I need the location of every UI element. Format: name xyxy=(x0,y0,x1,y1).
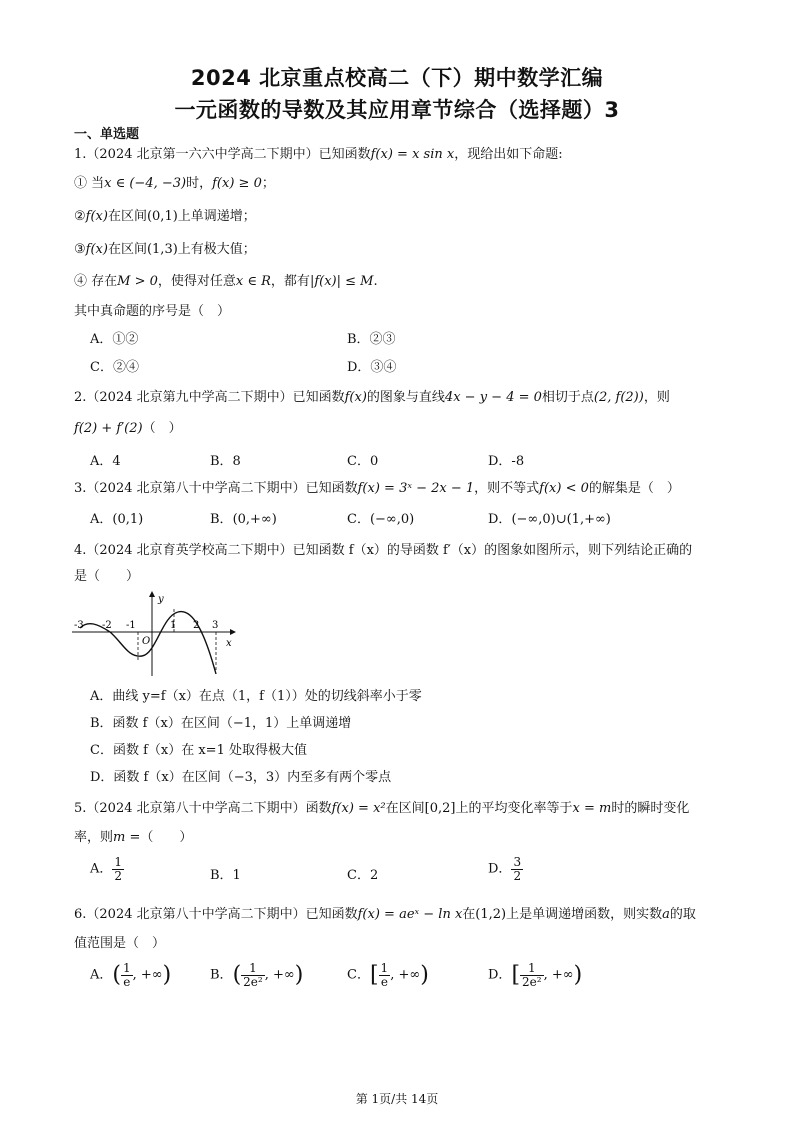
q1-p3-c: (1,3) xyxy=(146,242,178,257)
tick-label-pos3: 3 xyxy=(212,620,219,631)
fraction-numerator: 1 xyxy=(520,962,544,976)
q6-option-a-fraction xyxy=(121,962,133,988)
q2-stem-c: 的图象与直线 xyxy=(366,390,445,405)
q5-stem-f: x = m xyxy=(572,801,612,816)
q6-option-a[interactable] xyxy=(90,962,171,988)
q3-option-d[interactable] xyxy=(488,508,611,527)
q6-option-c[interactable] xyxy=(347,962,429,988)
q2-stem-f: (2, f(2)) xyxy=(593,390,644,405)
bracket-close: ) xyxy=(420,962,429,988)
interval-rest: , +∞ xyxy=(264,967,295,983)
q2-expr: f(2) + f′(2) xyxy=(74,421,143,436)
y-label: y xyxy=(158,594,164,605)
q5-stem-g: 时的瞬时变化 xyxy=(611,801,690,816)
q3-stem-e: 的解集是（ ） xyxy=(588,481,680,496)
fraction-numerator: 1 xyxy=(380,961,389,975)
q3-option-b-value: (0,+∞) xyxy=(232,512,277,527)
q6-option-c-label: C． xyxy=(347,967,370,983)
q5-stem-c: 在区间 xyxy=(385,801,425,816)
q2-stem-b: f(x) xyxy=(344,390,367,405)
bracket-close: ) xyxy=(294,962,304,988)
bracket-open: [ xyxy=(511,962,521,988)
fraction-denominator: 2e² xyxy=(522,974,542,989)
q1-p2-c: (0,1) xyxy=(146,209,178,224)
q3-option-a-value: (0,1) xyxy=(112,512,144,527)
q1-option-d[interactable]: D．③④ xyxy=(347,360,397,375)
q2-option-d[interactable]: D．-8 xyxy=(488,454,525,469)
section-heading: 一、单选题 xyxy=(74,127,140,142)
tick-label-pos2: 2 xyxy=(193,620,200,631)
q6-stem-a: 6.（2024 北京第八十中学高二下期中）已知函数 xyxy=(74,907,358,922)
q2-stem xyxy=(74,386,670,405)
q3-stem-c: ，则不等式 xyxy=(474,481,540,496)
q1-option-c[interactable]: C．②④ xyxy=(90,360,139,375)
q6-option-d-fraction xyxy=(520,962,544,988)
q1-p2-d: 上单调递增； xyxy=(177,209,256,224)
q5-stem-e: 上的平均变化率等于 xyxy=(455,801,573,816)
q4-option-c[interactable]: C．函数 f（x）在 x=1 处取得极大值 xyxy=(90,743,307,758)
q5-stem-line2-a: 率，则 xyxy=(74,830,114,845)
q3-option-a[interactable] xyxy=(90,508,143,527)
interval-rest: , +∞ xyxy=(390,967,421,983)
q4-option-a[interactable]: A．曲线 y=f（x）在点（1，f（1））处的切线斜率小于零 xyxy=(90,689,422,704)
q1-p1-e: ； xyxy=(261,176,275,191)
q2-option-c[interactable]: C．0 xyxy=(347,454,379,469)
q3-option-b-label: B． xyxy=(210,512,233,527)
interval-rest: , +∞ xyxy=(132,967,163,983)
tick-label-neg1: -1 xyxy=(126,620,136,631)
q2-option-b[interactable]: B．8 xyxy=(210,454,241,469)
fraction-numerator: 1 xyxy=(122,961,131,975)
fraction-numerator: 1 xyxy=(241,962,265,976)
q1-p4-a: ④ 存在 xyxy=(74,274,118,289)
q3-stem-b: f(x) = 3ˣ − 2x − 1 xyxy=(357,481,475,496)
q3-stem xyxy=(74,477,680,496)
fraction-numerator: 3 xyxy=(513,855,522,869)
q2-paren: （ ） xyxy=(142,421,182,436)
q1-p2-a: f(x) xyxy=(85,209,108,224)
bracket-close: ) xyxy=(162,962,172,988)
q1-p1-c: 时， xyxy=(186,176,213,191)
q3-stem-a: 3.（2024 北京第八十中学高二下期中）已知函数 xyxy=(74,481,358,496)
q5-option-d-label: D． xyxy=(488,861,512,877)
bracket-close: ) xyxy=(573,962,583,988)
q5-stem-a: 5.（2024 北京第八十中学高二下期中）函数 xyxy=(74,801,332,816)
q3-option-c-label: C． xyxy=(347,512,370,527)
q1-p1-b: x ∈ (−4, −3) xyxy=(104,176,187,191)
q3-stem-d: f(x) < 0 xyxy=(539,481,589,496)
q6-stem-d: (1,2) xyxy=(475,907,507,922)
q1-func: f(x) = x sin x xyxy=(370,147,455,162)
q5-option-d[interactable] xyxy=(488,856,523,882)
q1-p2-b: 在区间 xyxy=(107,209,147,224)
q2-stem-e: 相切于点 xyxy=(541,390,594,405)
q1-stem xyxy=(74,143,563,162)
q1-p1-d: f(x) ≥ 0 xyxy=(212,176,262,191)
q5-stem-d: [0,2] xyxy=(424,801,456,816)
q5-option-a-fraction xyxy=(112,856,124,882)
q1-prop-2 xyxy=(74,205,256,224)
q1-p3-n: ③ xyxy=(74,242,86,257)
q2-stem-d: 4x − y − 4 = 0 xyxy=(444,390,542,405)
y-axis-arrow xyxy=(149,591,155,597)
q5-stem-line-1 xyxy=(74,797,689,816)
q6-option-c-fraction xyxy=(379,962,391,988)
q1-prop-3 xyxy=(74,238,256,257)
q1-p1-a: ① 当 xyxy=(74,176,105,191)
q6-stem-f: a xyxy=(662,907,670,922)
q5-stem-line-2 xyxy=(74,826,192,845)
q1-p2-n: ② xyxy=(74,209,86,224)
derivative-graph xyxy=(70,590,240,680)
tick-label-neg3: -3 xyxy=(74,620,84,631)
q2-stem-a: 2.（2024 北京第九中学高二下期中）已知函数 xyxy=(74,390,345,405)
q1-p4-g: . xyxy=(373,274,378,289)
q6-option-b[interactable] xyxy=(210,962,303,988)
q3-option-d-value: (−∞,0)∪(1,+∞) xyxy=(511,512,611,527)
q1-p4-e: ，都有 xyxy=(270,274,310,289)
q2-option-a[interactable]: A．4 xyxy=(90,454,121,469)
fraction-denominator: e xyxy=(380,974,388,989)
q6-stem-e: 上是单调递增函数，则实数 xyxy=(506,907,663,922)
bracket-open: ( xyxy=(112,962,121,988)
bracket-open: [ xyxy=(369,962,379,988)
page-footer: 第 1页/共 14页 xyxy=(355,1092,439,1106)
q6-stem-line-2: 值范围是（ ） xyxy=(74,936,166,951)
q1-p3-d: 上有极大值； xyxy=(177,242,256,257)
q4-stem-line-2: 是（ ） xyxy=(74,569,140,584)
q2-expr-line xyxy=(74,417,182,436)
interval-rest: , +∞ xyxy=(543,967,574,983)
x-label: x xyxy=(226,638,232,649)
q5-option-a[interactable] xyxy=(90,856,124,882)
title-line-1: 2024 北京重点校高二（下）期中数学汇编 xyxy=(190,66,604,90)
q1-option-a[interactable]: A．①② xyxy=(90,332,139,347)
q6-stem-c: 在 xyxy=(462,907,476,922)
q6-option-a-label: A． xyxy=(90,967,113,983)
q1-p4-f: |f(x)| ≤ M xyxy=(309,274,374,289)
title-line-2: 一元函数的导数及其应用章节综合（选择题）3 xyxy=(174,98,620,122)
q1-stem-text: 1.（2024 北京第一六六中学高二下期中）已知函数 xyxy=(74,147,371,162)
q3-option-c-value: (−∞,0) xyxy=(369,512,415,527)
tick-label-neg2: -2 xyxy=(102,620,112,631)
q4-stem-line-1: 4.（2024 北京育英学校高二下期中）已知函数 f（x）的导函数 f′（x）的图象如图所示，则下列结论正确的 xyxy=(74,543,693,558)
bracket-open: ( xyxy=(232,962,242,988)
q5-option-b[interactable]: B．1 xyxy=(210,868,241,883)
x-axis-arrow xyxy=(230,629,236,635)
fraction-denominator: 2 xyxy=(513,868,522,883)
q6-option-b-fraction xyxy=(241,962,265,988)
q1-p3-a: f(x) xyxy=(85,242,108,257)
origin-label: O xyxy=(142,636,151,647)
q6-stem-b: f(x) = aeˣ − ln x xyxy=(357,907,463,922)
q6-option-d-label: D． xyxy=(488,967,512,983)
fraction-denominator: 2 xyxy=(114,868,123,883)
q1-option-b[interactable]: B．②③ xyxy=(347,332,396,347)
q3-option-a-label: A． xyxy=(90,512,113,527)
q1-ask: 其中真命题的序号是（ ） xyxy=(74,304,231,319)
fraction-denominator: 2e² xyxy=(243,974,263,989)
q5-stem-b: f(x) = x² xyxy=(331,801,386,816)
q1-stem-suffix: ，现给出如下命题: xyxy=(454,147,563,162)
q5-option-c[interactable]: C．2 xyxy=(347,868,379,883)
q6-option-b-label: B． xyxy=(210,967,233,983)
q1-prop-1 xyxy=(74,172,275,191)
q1-p3-b: 在区间 xyxy=(107,242,147,257)
q1-p4-c: ，使得对任意 xyxy=(157,274,236,289)
q4-option-b[interactable]: B．函数 f（x）在区间（−1，1）上单调递增 xyxy=(90,716,352,731)
q6-stem-g: 的取 xyxy=(669,907,696,922)
q1-prop-4 xyxy=(74,270,378,289)
q5-stem-line2-c: （ ） xyxy=(140,830,193,845)
q5-option-d-fraction xyxy=(511,856,523,882)
fraction-numerator: 1 xyxy=(114,855,123,869)
fraction-denominator: e xyxy=(123,974,131,989)
q6-option-d[interactable] xyxy=(488,962,582,988)
tick-label-pos1: 1 xyxy=(170,620,177,631)
q3-option-c[interactable] xyxy=(347,508,414,527)
q3-option-b[interactable] xyxy=(210,508,277,527)
q1-p4-b: M > 0 xyxy=(117,274,158,289)
q5-option-a-label: A． xyxy=(90,861,113,877)
q2-stem-g: ，则 xyxy=(643,390,670,405)
q5-stem-line2-b: m = xyxy=(113,830,141,845)
q4-option-d[interactable]: D．函数 f（x）在区间（−3，3）内至多有两个零点 xyxy=(90,770,392,785)
q6-stem-line-1 xyxy=(74,903,696,922)
q1-p4-d: x ∈ R xyxy=(235,274,271,289)
q3-option-d-label: D． xyxy=(488,512,512,527)
